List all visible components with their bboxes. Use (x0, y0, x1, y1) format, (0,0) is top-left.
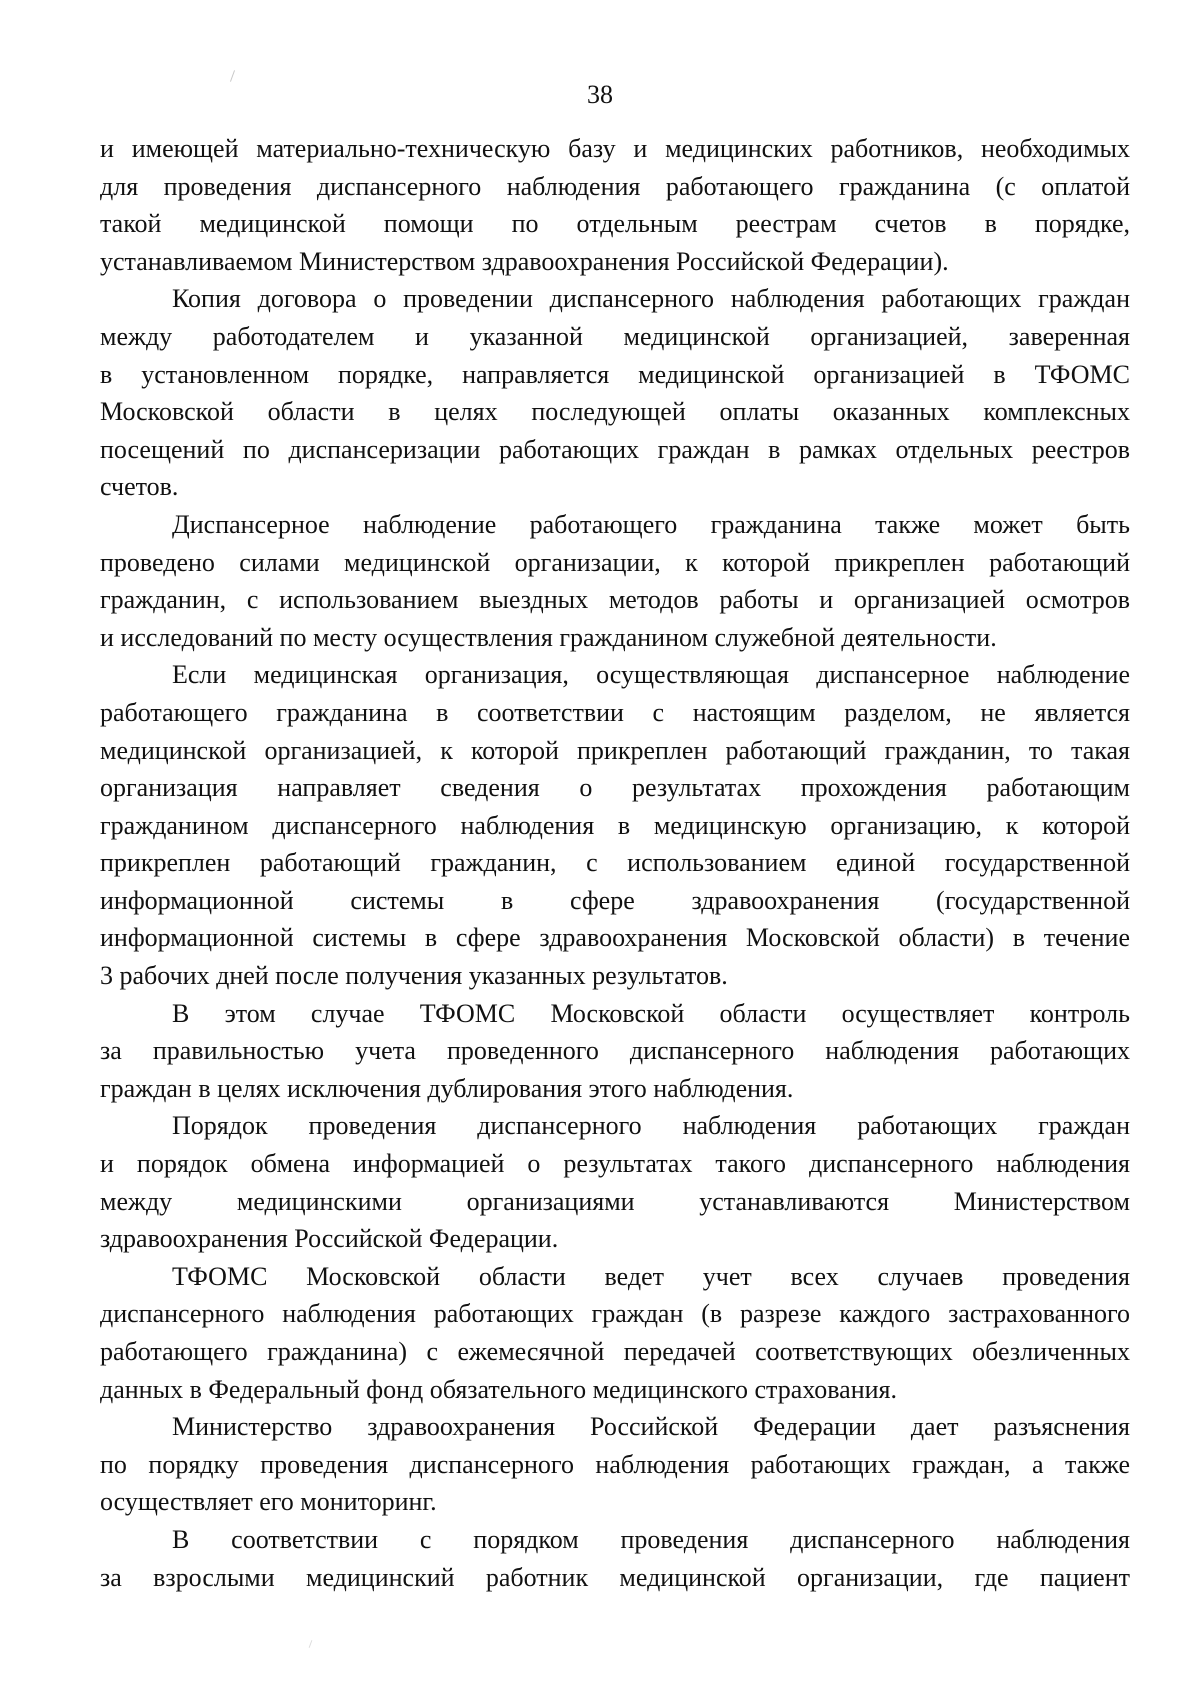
text-line: организация направляет сведения о результатах прохождения работающим (100, 773, 1130, 803)
text-line: прикреплен работающий гражданин, с использованием единой государственной (100, 848, 1130, 878)
text-line: за правильностью учета проведенного диспансерного наблюдения работающих (100, 1036, 1130, 1066)
text-line: гражданином диспансерного наблюдения в медицинскую организацию, к которой (100, 810, 1130, 840)
text-line: осуществляет его мониторинг. (100, 1487, 437, 1517)
paragraph (100, 1107, 1130, 1257)
text-line: диспансерного наблюдения работающих граждан (в разрезе каждого застрахованного (100, 1299, 1130, 1329)
text-line: посещений по диспансеризации работающих граждан в рамках отдельных реестров (100, 434, 1130, 464)
text-line: в установленном порядке, направляется медицинской организацией в ТФОМС (100, 359, 1130, 389)
text-line: В соответствии с порядком проведения диспансерного наблюдения (172, 1524, 1130, 1554)
text-line: Диспансерное наблюдение работающего гражданина также может быть (172, 509, 1130, 539)
paragraph (100, 656, 1130, 994)
text-line: информационной системы в сфере здравоохранения (государственной (100, 885, 1130, 915)
text-line: гражданин, с использованием выездных методов работы и организацией осмотров (100, 585, 1130, 615)
text-line: работающего гражданина) с ежемесячной передачей соответствующих обезличенных (100, 1337, 1130, 1366)
text-line: для проведения диспансерного наблюдения работающего гражданина (с оплатой (100, 171, 1130, 201)
text-line: здравоохранения Российской Федерации. (100, 1224, 559, 1254)
text-line: Московской области в целях последующей оплаты оказанных комплексных (100, 397, 1130, 427)
text-line: между медицинскими организациями устанавливаются Министерством (100, 1186, 1130, 1216)
text-line: 3 рабочих дней после получения указанных результатов. (100, 961, 728, 991)
document-body (100, 130, 1130, 1596)
text-line: проведено силами медицинской организации, к которой прикреплен работающий (100, 547, 1130, 577)
text-line: устанавливаемом Министерством здравоохранения Российской Федерации). (100, 246, 949, 276)
paragraph (100, 506, 1130, 656)
text-line: В этом случае ТФОМС Московской области осуществляет контроль (172, 998, 1130, 1028)
text-line: и порядок обмена информацией о результатах такого диспансерного наблюдения (100, 1149, 1130, 1179)
text-line: граждан в целях исключения дублирования этого наблюдения. (100, 1073, 794, 1103)
page-number: 38 (587, 80, 613, 109)
text-line: Если медицинская организация, осуществляющая диспансерное наблюдение (172, 660, 1130, 690)
text-line: работающего гражданина в соответствии с настоящим разделом, не является (100, 697, 1130, 727)
text-line: счетов. (100, 472, 179, 502)
text-line: данных в Федеральный фонд обязательного медицинского страхования. (100, 1374, 898, 1404)
text-line: ТФОМС Московской области ведет учет всех случаев проведения (172, 1261, 1130, 1291)
text-line: по порядку проведения диспансерного наблюдения работающих граждан, а также (100, 1449, 1130, 1479)
text-line: между работодателем и указанной медицинской организацией, заверенная (100, 321, 1130, 351)
text-line: за взрослыми медицинский работник медицинской организации, где пациент (100, 1562, 1130, 1592)
text-line: информационной системы в сфере здравоохранения Московской области) в течение (100, 923, 1130, 953)
paragraph (100, 1521, 1130, 1596)
text-line: и исследований по месту осуществления гражданином служебной деятельности. (100, 622, 997, 652)
text-line: медицинской организацией, к которой прикреплен работающий гражданин, то такая (100, 735, 1130, 765)
text-line: Копия договора о проведении диспансерного наблюдения работающих граждан (172, 284, 1130, 314)
paragraph (100, 1258, 1130, 1408)
scan-speck (309, 1640, 313, 1648)
paragraph (100, 1408, 1130, 1521)
text-line: Порядок проведения диспансерного наблюдения работающих граждан (172, 1111, 1130, 1141)
text-line: Министерство здравоохранения Российской Федерации дает разъяснения (172, 1412, 1130, 1442)
text-line: такой медицинской помощи по отдельным реестрам счетов в порядке, (100, 209, 1130, 239)
paragraph (100, 280, 1130, 506)
text-line: и имеющей материально-техническую базу и медицинских работников, необходимых (100, 134, 1130, 163)
paragraph (100, 995, 1130, 1108)
paragraph (100, 130, 1130, 280)
